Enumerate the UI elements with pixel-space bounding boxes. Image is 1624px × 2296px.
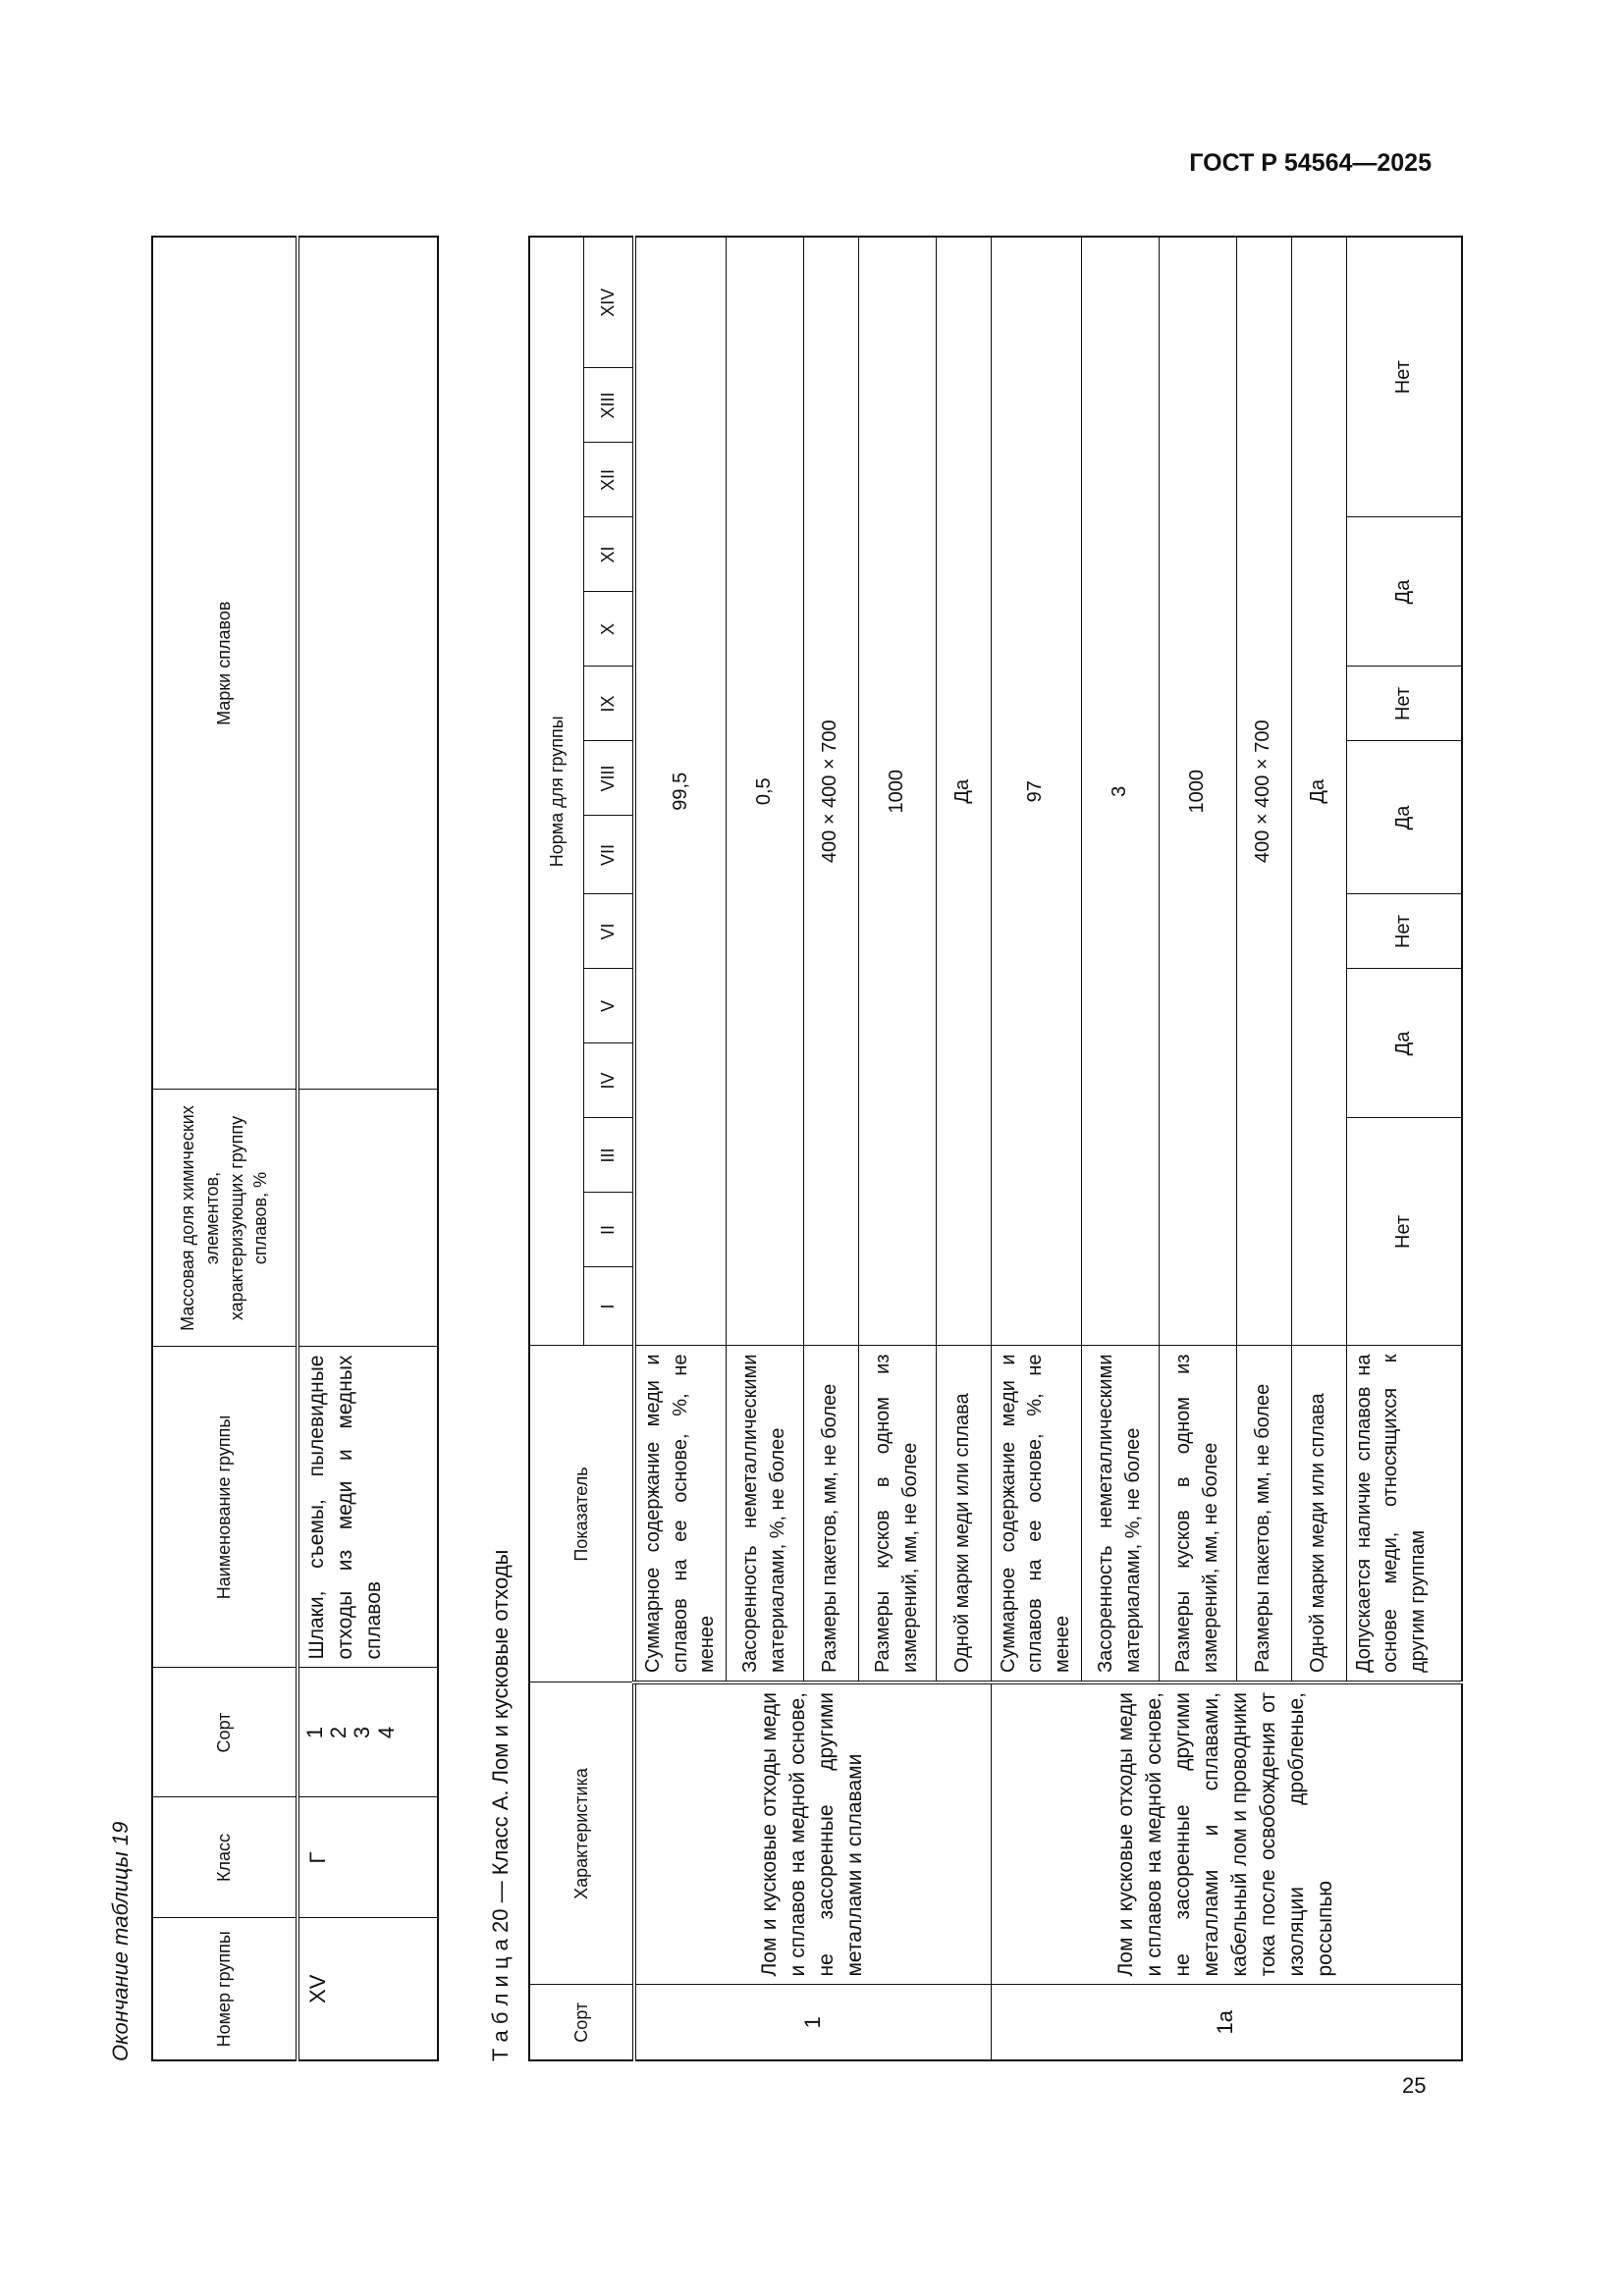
cell-indicator: Размеры пакетов, мм, не более [803,1346,858,1682]
cell-norm-value: 0,5 [726,237,803,1346]
header-group-xii: XII [584,443,634,517]
cell-norm-value: Да [1291,237,1346,1346]
document-header: ГОСТ Р 54564—2025 [1189,149,1432,177]
header-group-ix: IX [584,667,634,741]
cell-group-number: XV [298,1918,438,2060]
header-mass-fraction: Массовая доля химических элементов, характеризующих группу сплавов, % [152,1090,298,1347]
cell-norm-value: Да [1346,741,1462,894]
cell-characteristic: Лом и кусковые отходы меди и сплавов на медной основе, не засоренные другими металлами и сплавами [634,1682,991,1985]
table20-caption: Т а б л и ц а 20 — Класс А. Лом и кусковые отходы [488,1549,513,2061]
cell-indicator: Размеры пакетов, мм, не более [1236,1346,1291,1682]
page-number: 25 [1402,2073,1427,2098]
cell-mass-fraction [298,1090,438,1347]
rotated-page-content [108,177,1443,2061]
cell-indicator: Суммарное содержание меди и сплавов на ее основе, %, не менее [991,1346,1081,1682]
cell-norm-value: 400 × 400 × 700 [1236,237,1291,1346]
cell-norm-value: 1000 [858,237,936,1346]
cell-alloy-grades [298,237,438,1090]
cell-indicator: Допускается наличие сплавов на основе меди, относящихся к другим группам [1346,1346,1462,1682]
cell-sort: 1а [991,1985,1461,2060]
header-group-vi: VI [584,894,634,969]
table19-continuation-caption: Окончание таблицы 19 [108,1821,133,2061]
header-sort: Сорт [529,1985,634,2060]
cell-norm-value: 99,5 [634,237,726,1346]
header-group-x: X [584,592,634,667]
header-sort: Сорт [152,1668,298,1797]
cell-indicator: Засоренность неметаллическими материалами, %, не более [1081,1346,1159,1682]
table-row [298,237,438,2060]
table-header-row [529,237,584,2060]
table-19-continuation [151,236,439,2061]
cell-norm-value: Нет [1346,894,1462,969]
header-group-ii: II [584,1193,634,1267]
header-group-viii: VIII [584,741,634,816]
cell-norm-value: Нет [1346,1118,1462,1346]
header-group-iv: IV [584,1043,634,1118]
cell-indicator: Размеры кусков в одном из измерений, мм, не более [1159,1346,1236,1682]
cell-group-name: Шлаки, съемы, пылевидные отходы из меди и медных сплавов [298,1347,438,1668]
header-norm: Норма для группы [529,237,584,1346]
header-indicator: Показатель [529,1346,634,1682]
cell-norm-value: 1000 [1159,237,1236,1346]
header-class: Класс [152,1797,298,1918]
cell-indicator: Засоренность неметаллическими материалами, %, не более [726,1346,803,1682]
table-header-row [152,237,298,2060]
cell-indicator: Суммарное содержание меди и сплавов на ее основе, %, не менее [634,1346,726,1682]
header-group-xiii: XIII [584,368,634,443]
cell-sort: 1 [634,1985,991,2060]
cell-norm-value: Да [936,237,991,1346]
table-row [634,237,726,2060]
cell-norm-value: 3 [1081,237,1159,1346]
cell-norm-value: 400 × 400 × 700 [803,237,858,1346]
header-group-xi: XI [584,517,634,592]
cell-norm-value: Нет [1346,667,1462,741]
cell-characteristic: Лом и кусковые отходы меди и сплавов на медной основе, не засоренные другими металлами и сплавами, кабельный лом и проводники тока после освобождения от изоляции дробленые, россыпью [991,1682,1461,1985]
header-group-v: V [584,969,634,1043]
header-group-i: I [584,1267,634,1346]
table-20 [528,236,1463,2061]
cell-indicator: Одной марки меди или сплава [1291,1346,1346,1682]
header-group-xiv: XIV [584,237,634,368]
header-alloy-grades: Марки сплавов [152,237,298,1090]
cell-class: Г [298,1797,438,1918]
cell-indicator: Размеры кусков в одном из измерений, мм, не более [858,1346,936,1682]
cell-indicator: Одной марки меди или сплава [936,1346,991,1682]
header-group-name: Наименование группы [152,1347,298,1668]
cell-norm-value: 97 [991,237,1081,1346]
header-group-iii: III [584,1118,634,1193]
cell-norm-value: Да [1346,969,1462,1118]
header-group-vii: VII [584,816,634,894]
header-characteristic: Характеристика [529,1682,634,1985]
table-row [991,237,1081,2060]
header-group-number: Номер группы [152,1918,298,2060]
cell-norm-value: Нет [1346,237,1462,517]
cell-sort-list: 1 2 3 4 [298,1668,438,1797]
cell-norm-value: Да [1346,517,1462,667]
